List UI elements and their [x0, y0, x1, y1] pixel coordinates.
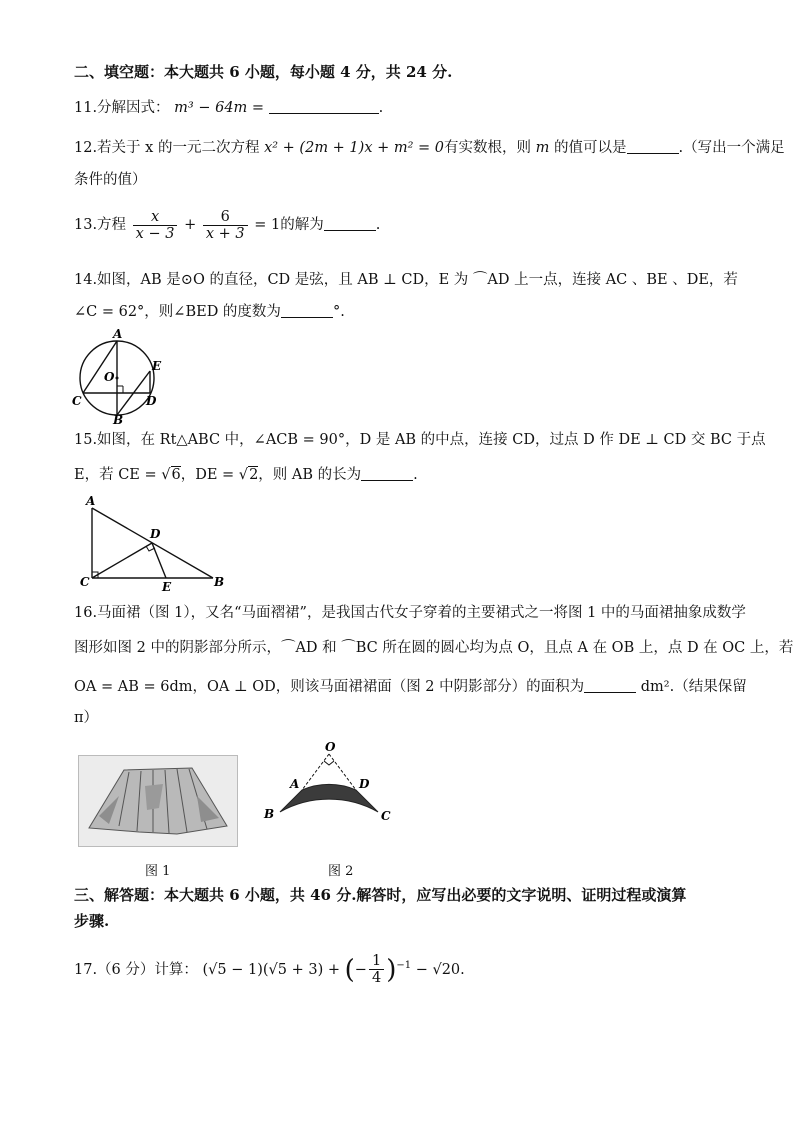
question-14-line2: ∠C = 62°，则∠BED 的度数为 °.: [74, 304, 345, 320]
fig14-label-O: O: [104, 370, 115, 384]
fig14-label-E: E: [152, 359, 162, 373]
q14-answer-blank[interactable]: [281, 303, 333, 318]
question-12-line2: 条件的值）: [74, 172, 147, 188]
q11-prefix: 11.分解因式：: [74, 100, 170, 116]
q17-fraction: $\frac{1}{4}$: [369, 953, 384, 986]
q17-product-term: (√5 − 1)(√5 + 3) +: [202, 961, 341, 978]
section-2-title: 二、填空题：本大题共 6 小题，每小题 4 分，共 24 分.: [74, 63, 453, 81]
q15-ce-value: 6: [171, 467, 181, 483]
question-16-line3: OA = AB = 6dm，OA ⊥ OD，则该马面裙裙面（图 2 中阴影部分）的面积为 dm².（结果保留: [74, 679, 747, 695]
q13-answer-blank[interactable]: [324, 216, 376, 231]
figure-1-caption: 图 1: [145, 864, 171, 879]
fig15-label-C: C: [80, 575, 90, 589]
fig14-label-B: B: [113, 413, 124, 425]
q12-answer-blank[interactable]: [627, 139, 679, 154]
fig14-label-A: A: [113, 327, 123, 341]
question-13: 13.方程 $\frac{x}{x - 3}$ + $\frac{6}{x + 3}$ = 1的解为 .: [74, 208, 381, 242]
fig16-label-D: D: [359, 777, 370, 791]
fig16-label-A: A: [290, 777, 300, 791]
q15-answer-blank[interactable]: [361, 466, 413, 481]
fig16-label-C: C: [381, 809, 391, 823]
fig15-label-A: A: [86, 494, 96, 508]
q14-circle-figure: [70, 325, 170, 425]
fig15-label-D: D: [150, 527, 161, 541]
figure-2-caption: 图 2: [328, 864, 354, 879]
section-3-title-line2: 步骤.: [74, 912, 110, 930]
fig15-label-B: B: [214, 575, 225, 589]
fig15-label-E: E: [162, 580, 172, 592]
question-16-line1: 16.马面裙（图 1），又名“马面褶裙”，是我国古代女子穿着的主要裙式之一将图 1 中的马面裙抽象成数学: [74, 605, 746, 621]
q12-equation: x² + (2m + 1)x + m² = 0: [264, 140, 445, 156]
fig16-label-O: O: [325, 740, 336, 754]
question-11: 11.分解因式： m³ − 64m = .: [74, 100, 384, 116]
q13-fraction-2: $\frac{6}{x + 3}$: [203, 209, 248, 242]
question-16-line2: 图形如图 2 中的阴影部分所示，⌒AD 和 ⌒BC 所在圆的圆心均为点 O，且点 A 在 OB 上，点 D 在 OC 上，若: [74, 640, 794, 656]
q16-answer-blank[interactable]: [584, 678, 636, 693]
fig14-label-D: D: [146, 394, 157, 408]
question-15-line1: 15.如图，在 Rt△ABC 中，∠ACB = 90°，D 是 AB 的中点，连接 CD，过点 D 作 DE ⊥ CD 交 BC 于点: [74, 432, 766, 448]
q11-answer-blank[interactable]: [269, 99, 379, 114]
fig14-label-C: C: [72, 394, 82, 408]
section-3-title-line1: 三、解答题：本大题共 6 小题，共 46 分.解答时，应写出必要的文字说明、证明过程或演算: [74, 886, 687, 904]
question-12: 12.若关于 x 的一元二次方程 x² + (2m + 1)x + m² = 0有实数根，则 m 的值可以是 .（写出一个满足: [74, 140, 785, 156]
skirt-photo-figure-1: [78, 755, 238, 847]
question-16-line4: π）: [74, 710, 99, 726]
question-14-line1: 14.如图，AB 是⊙O 的直径，CD 是弦，且 AB ⊥ CD，E 为 ⌒AD 上一点，连接 AC 、BE 、DE，若: [74, 272, 738, 288]
question-15-line2: E，若 CE = √6，DE = √2，则 AB 的长为 .: [74, 467, 418, 483]
q15-triangle-figure: [80, 492, 230, 592]
question-17: 17.（6 分）计算： (√5 − 1)(√5 + 3) + (− $\frac{1}{4}$ )$^{-1}$ − √20.: [74, 953, 465, 987]
fig16-label-B: B: [264, 807, 275, 821]
q11-expression: m³ − 64m =: [174, 100, 265, 116]
q15-de-value: 2: [249, 467, 259, 483]
q13-fraction-1: $\frac{x}{x - 3}$: [133, 209, 178, 242]
skirt-annular-sector-figure-2: [258, 740, 398, 840]
q17-sqrt-term: − √20: [415, 961, 461, 978]
